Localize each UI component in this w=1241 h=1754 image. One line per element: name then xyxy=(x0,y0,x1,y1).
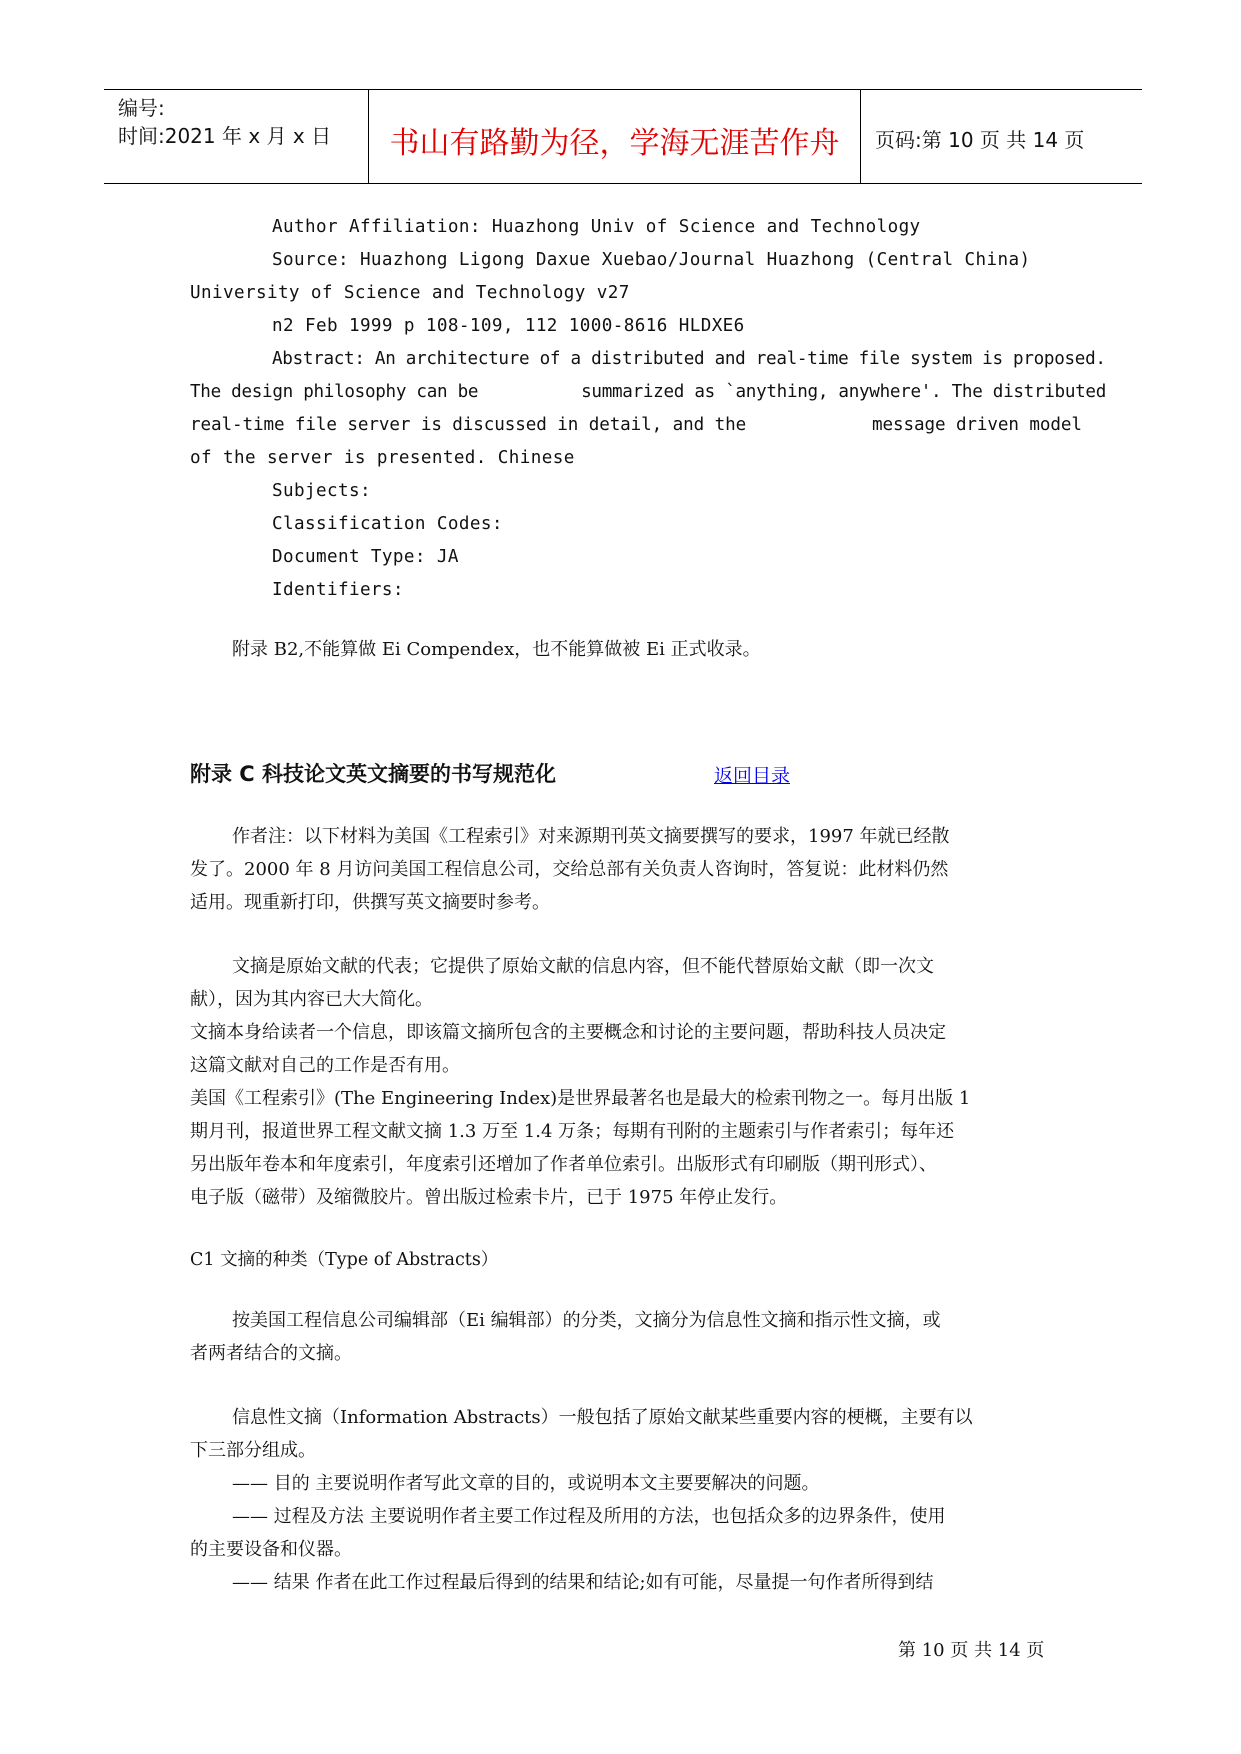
record-document-type: Document Type: JA xyxy=(272,547,459,567)
record-classification-codes: Classification Codes: xyxy=(272,514,503,534)
author-note-line-1: 作者注：以下材料为美国《工程索引》对来源期刊英文摘要撰写的要求，1997 年就已经散 xyxy=(232,826,950,847)
author-note-line-3: 适用。现重新打印，供撰写英文摘要时参考。 xyxy=(190,892,550,913)
paragraph-5-line-2: 下三部分组成。 xyxy=(190,1440,316,1461)
paragraph-3-line-1: 美国《工程索引》(The Engineering Index)是世界最著名也是最大的检索刊物之一。每月出版 1 xyxy=(190,1088,971,1109)
header-page-info: 页码:第 10 页 共 14 页 xyxy=(875,128,1085,152)
header-left-cell xyxy=(104,90,368,183)
paragraph-2-line-2: 这篇文献对自己的工作是否有用。 xyxy=(190,1055,460,1076)
header-page-cell xyxy=(861,90,1142,183)
list-item-purpose: —— 目的 主要说明作者写此文章的目的，或说明本文主要要解决的问题。 xyxy=(232,1473,820,1494)
document-number-label: 编号: xyxy=(118,96,165,120)
page-header xyxy=(104,89,1142,184)
paragraph-2-line-1: 文摘本身给读者一个信息，即该篇文摘所包含的主要概念和讨论的主要问题，帮助科技人员决定 xyxy=(190,1022,946,1043)
list-item-result: —— 结果 作者在此工作过程最后得到的结果和结论;如有可能，尽量提一句作者所得到结 xyxy=(232,1572,934,1593)
document-date-label: 时间:2021 年 x 月 x 日 xyxy=(118,124,332,148)
header-motto-cell xyxy=(368,90,861,183)
record-abstract-line-3: real-time file server is discussed in detail, and the message driven model xyxy=(190,415,1082,435)
paragraph-1-line-2: 献），因为其内容已大大简化。 xyxy=(190,989,433,1010)
header-motto: 书山有路勤为径，学海无涯苦作舟 xyxy=(389,126,840,161)
record-abstract-line-1: Abstract: An architecture of a distributed and real-time file system is proposed. xyxy=(272,349,1106,369)
record-source-line-2: University of Science and Technology v27 xyxy=(190,283,630,303)
record-abstract-line-2: The design philosophy can be summarized as `anything, anywhere'. The distributed xyxy=(190,382,1107,402)
record-source-line-1: Source: Huazhong Ligong Daxue Xuebao/Journal Huazhong (Central China) xyxy=(272,250,1031,270)
section-title: 附录 C 科技论文英文摘要的书写规范化 xyxy=(190,762,557,786)
page-footer: 第 10 页 共 14 页 xyxy=(898,1640,1045,1661)
paragraph-5-line-1: 信息性文摘（Information Abstracts）一般包括了原始文献某些重要内容的梗概，主要有以 xyxy=(232,1407,973,1428)
paragraph-3-line-4: 电子版（磁带）及缩微胶片。曾出版过检索卡片，已于 1975 年停止发行。 xyxy=(190,1187,788,1208)
paragraph-3-line-3: 另出版年卷本和年度索引，年度索引还增加了作者单位索引。出版形式有印刷版（期刊形式）、 xyxy=(190,1154,937,1175)
author-note-line-2: 发了。2000 年 8 月访问美国工程信息公司，交给总部有关负责人咨询时，答复说：此材料仍然 xyxy=(190,859,949,880)
paragraph-1-line-1: 文摘是原始文献的代表；它提供了原始文献的信息内容，但不能代替原始文献（即一次文 xyxy=(232,956,934,977)
c1-heading: C1 文摘的种类（Type of Abstracts） xyxy=(190,1250,499,1270)
record-affiliation: Author Affiliation: Huazhong Univ of Science and Technology xyxy=(272,217,921,237)
record-abstract-line-4: of the server is presented. Chinese xyxy=(190,448,575,468)
list-item-process-line-2: 的主要设备和仪器。 xyxy=(190,1539,352,1560)
paragraph-3-line-2: 期月刊，报道世界工程文献文摘 1.3 万至 1.4 万条；每期有刊附的主题索引与作者索引；每年还 xyxy=(190,1121,955,1142)
back-to-toc-link[interactable]: 返回目录 xyxy=(714,765,791,787)
record-subjects: Subjects: xyxy=(272,481,371,501)
appendix-b2-note: 附录 B2,不能算做 Ei Compendex，也不能算做被 Ei 正式收录。 xyxy=(232,639,761,660)
record-source-line-3: n2 Feb 1999 p 108-109, 112 1000-8616 HLDXE6 xyxy=(272,316,745,336)
record-identifiers: Identifiers: xyxy=(272,580,404,600)
paragraph-4-line-2: 者两者结合的文摘。 xyxy=(190,1343,352,1364)
paragraph-4-line-1: 按美国工程信息公司编辑部（Ei 编辑部）的分类，文摘分为信息性文摘和指示性文摘，或 xyxy=(232,1310,941,1331)
list-item-process-line-1: —— 过程及方法 主要说明作者主要工作过程及所用的方法，也包括众多的边界条件，使用 xyxy=(232,1506,946,1527)
